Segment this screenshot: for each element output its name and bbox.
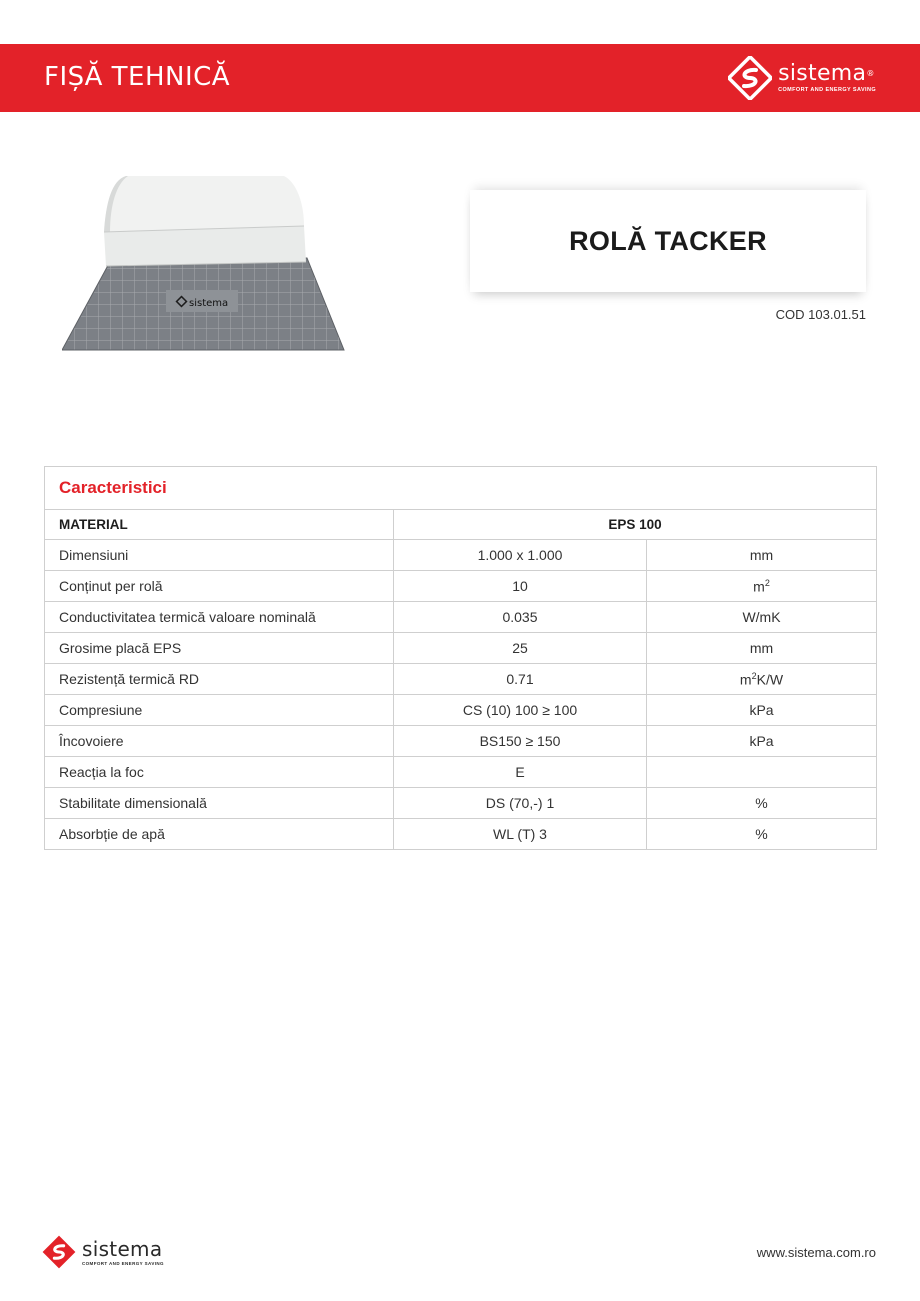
logo-brand-text: sistema xyxy=(82,1236,163,1261)
row-label: Stabilitate dimensională xyxy=(45,788,394,819)
table-row xyxy=(45,540,877,571)
row-unit xyxy=(647,757,877,788)
row-unit: mm xyxy=(647,633,877,664)
table-row xyxy=(45,788,877,819)
table-row xyxy=(45,726,877,757)
row-label: Compresiune xyxy=(45,695,394,726)
row-label: Conținut per rolă xyxy=(45,571,394,602)
unit-base: m xyxy=(739,671,752,688)
row-value: WL (T) 3 xyxy=(394,819,647,850)
footer-logo xyxy=(42,1235,164,1269)
unit-superscript: 2 xyxy=(751,670,757,681)
row-unit: W/mK xyxy=(647,602,877,633)
sistema-logo-icon xyxy=(728,56,772,100)
row-label: Dimensiuni xyxy=(45,540,394,571)
row-value: 1.000 x 1.000 xyxy=(394,540,647,571)
product-code: COD 103.01.51 xyxy=(775,307,866,322)
row-label: Rezistență termică RD xyxy=(45,664,394,695)
row-unit: % xyxy=(647,819,877,850)
row-label: Conductivitatea termică valoare nominală xyxy=(45,602,394,633)
row-unit xyxy=(647,571,877,602)
specifications-table xyxy=(44,466,877,850)
logo-tagline: COMFORT AND ENERGY SAVING xyxy=(778,87,876,93)
row-label: Încovoiere xyxy=(45,726,394,757)
row-unit: mm xyxy=(647,540,877,571)
table-row xyxy=(45,602,877,633)
image-logo-text: sistema xyxy=(189,298,229,309)
row-unit: kPa xyxy=(647,726,877,757)
table-title-row xyxy=(45,467,877,510)
row-value: 10 xyxy=(394,571,647,602)
row-value: BS150 ≥ 150 xyxy=(394,726,647,757)
row-value: 0.71 xyxy=(394,664,647,695)
row-label: Absorbție de apă xyxy=(45,819,394,850)
table-row xyxy=(45,695,877,726)
table-row xyxy=(45,664,877,695)
row-label: Grosime placă EPS xyxy=(45,633,394,664)
row-unit: kPa xyxy=(647,695,877,726)
table-row xyxy=(45,633,877,664)
unit-superscript: 2 xyxy=(764,577,770,588)
table-row xyxy=(45,819,877,850)
row-value: DS (70,-) 1 xyxy=(394,788,647,819)
product-image xyxy=(62,172,346,352)
row-value: 25 xyxy=(394,633,647,664)
row-label: Reacția la foc xyxy=(45,757,394,788)
row-unit xyxy=(647,664,877,695)
row-value: CS (10) 100 ≥ 100 xyxy=(394,695,647,726)
product-name: ROLĂ TACKER xyxy=(569,225,767,256)
header-logo xyxy=(728,56,876,100)
sistema-logo-icon xyxy=(42,1235,76,1269)
product-title-card xyxy=(470,190,866,292)
header-bar xyxy=(0,44,920,112)
unit-rest: K/W xyxy=(756,671,784,688)
table-row xyxy=(45,757,877,788)
website-link[interactable]: www.sistema.com.ro xyxy=(756,1245,876,1260)
material-row xyxy=(45,510,877,540)
table-title: Caracteristici xyxy=(45,467,877,510)
page-title: FIȘĂ TEHNICĂ xyxy=(44,62,231,92)
registered-mark: ® xyxy=(866,69,875,78)
material-label: MATERIAL xyxy=(45,510,394,540)
row-value: 0.035 xyxy=(394,602,647,633)
logo-tagline: COMFORT AND ENERGY SAVING xyxy=(82,1260,164,1266)
row-value: E xyxy=(394,757,647,788)
table-row xyxy=(45,571,877,602)
material-value: EPS 100 xyxy=(394,510,877,540)
logo-brand-text: sistema xyxy=(778,61,867,86)
unit-base: m xyxy=(753,578,765,595)
row-unit: % xyxy=(647,788,877,819)
